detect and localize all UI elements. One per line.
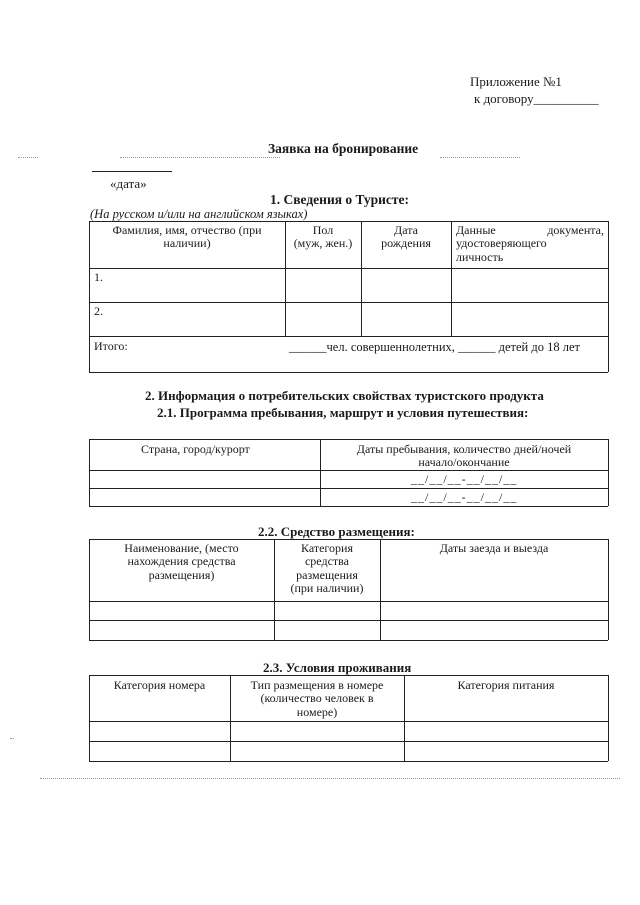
date-field-row-1[interactable]: __/__/__-__/__/__ <box>411 472 518 486</box>
section2-2-title: 2.2. Средство размещения: <box>258 524 415 539</box>
col-header-hotel-category: Категория средства размещения (при наличии) <box>290 541 364 596</box>
col-header-room-category: Категория номера <box>113 678 206 692</box>
col-header-placement-type: Тип размещения в номере (количество человек в номере) <box>250 678 384 719</box>
section1-title: 1. Сведения о Туристе: <box>270 192 410 207</box>
total-text: ______чел. совершеннолетних, ______ детей до 18 лет <box>289 340 580 354</box>
col-header-checkin-dates: Даты заезда и выезда <box>439 541 549 555</box>
col-header-birthdate: Дата рождения <box>381 223 431 251</box>
col-header-name: Фамилия, имя, отчество (при наличии) <box>112 223 262 251</box>
col-header-hotel-name: Наименование, (место нахождения средства размещения) <box>124 541 239 582</box>
contract-label: к договору__________ <box>474 91 599 106</box>
col-header-meal-category: Категория питания <box>457 678 555 692</box>
section2-3-title: 2.3. Условия проживания <box>263 660 412 675</box>
total-label: Итого: <box>94 339 128 353</box>
date-label: «дата» <box>110 176 147 191</box>
tourist-row-2-number: 2. <box>94 304 103 318</box>
date-field-row-2[interactable]: __/__/__-__/__/__ <box>411 490 518 504</box>
section2-title: 2. Информация о потребительских свойствах туристского продукта <box>145 388 544 403</box>
col-header-country: Страна, город/курорт <box>141 442 250 456</box>
col-header-sex: Пол (муж, жен.) <box>293 223 353 251</box>
col-header-stay-dates: Даты пребывания, количество дней/ночей начало/окончание <box>356 442 572 470</box>
form-title: Заявка на бронирование <box>268 141 419 156</box>
section2-1-title: 2.1. Программа пребывания, маршрут и условия путешествия: <box>157 405 529 420</box>
section1-note: (На русском и/или на английском языках) <box>90 207 308 221</box>
tourist-row-1-number: 1. <box>94 270 103 284</box>
col-header-document: Данные документа, удостоверяющего личность <box>456 223 604 264</box>
appendix-label: Приложение №1 <box>470 74 562 89</box>
